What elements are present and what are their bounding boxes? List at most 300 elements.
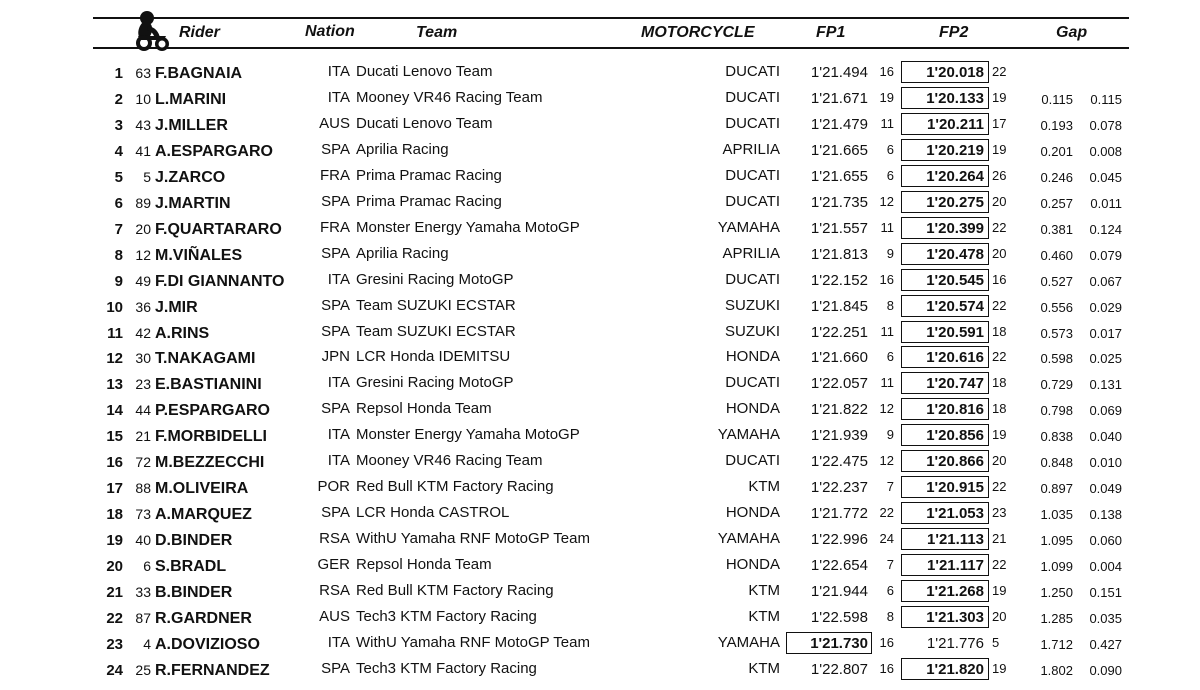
team-cell: Tech3 KTM Factory Racing <box>356 659 537 677</box>
motorcycle-cell: DUCATI <box>725 192 780 210</box>
position-cell: 4 <box>114 142 123 160</box>
interval-cell: 0.045 <box>1089 169 1122 185</box>
fp2-time-cell: 1'20.399 <box>926 219 984 237</box>
motorcycle-cell: SUZUKI <box>724 296 780 314</box>
rider-number-cell: 21 <box>135 428 151 445</box>
team-cell: Ducati Lenovo Team <box>356 114 493 132</box>
fp2-lap-cell: 22 <box>992 297 1007 313</box>
motorcycle-cell: SUZUKI <box>724 322 780 340</box>
rider-number-cell: 72 <box>135 454 151 471</box>
fp1-lap-cell: 8 <box>886 297 894 313</box>
nation-cell: FRA <box>320 218 350 236</box>
position-cell: 19 <box>106 532 123 550</box>
position-cell: 10 <box>106 298 123 316</box>
gap-cell: 0.798 <box>1040 403 1073 419</box>
team-cell: WithU Yamaha RNF MotoGP Team <box>356 530 590 548</box>
position-cell: 15 <box>106 428 123 446</box>
motorcycle-cell: KTM <box>748 659 780 677</box>
position-cell: 13 <box>106 376 123 394</box>
motorcycle-cell: YAMAHA <box>717 218 780 236</box>
rider-number-cell: 30 <box>135 350 151 367</box>
fp2-lap-cell: 20 <box>992 453 1007 469</box>
table-row <box>0 501 1200 527</box>
fp1-time-cell: 1'21.557 <box>810 219 868 237</box>
fp1-time-cell: 1'22.152 <box>810 271 868 289</box>
fp2-time-cell: 1'20.866 <box>926 453 984 471</box>
team-cell: Team SUZUKI ECSTAR <box>356 296 516 314</box>
gap-cell: 0.897 <box>1040 481 1073 497</box>
interval-cell: 0.040 <box>1089 429 1122 445</box>
fp1-time-cell: 1'21.735 <box>810 193 868 211</box>
gap-cell: 0.115 <box>1041 91 1073 107</box>
rider-name-cell: M.VIÑALES <box>155 246 243 264</box>
motorcycle-cell: DUCATI <box>725 270 780 288</box>
nation-cell: SPA <box>321 192 350 210</box>
motorcycle-cell: HONDA <box>725 556 780 574</box>
fp1-lap-cell: 12 <box>879 401 894 417</box>
fp2-lap-cell: 21 <box>992 531 1007 547</box>
header-gap: Gap <box>1056 24 1088 41</box>
table-row <box>0 242 1200 268</box>
team-cell: Red Bull KTM Factory Racing <box>356 582 554 599</box>
fp2-time-cell: 1'20.816 <box>926 401 984 419</box>
fp1-time-cell: 1'21.939 <box>810 427 868 445</box>
fp2-time-cell: 1'20.211 <box>927 115 984 133</box>
header-nation: Nation <box>305 23 355 40</box>
fp1-lap-cell: 16 <box>879 634 894 650</box>
fp1-lap-cell: 9 <box>886 427 894 443</box>
table-row <box>0 112 1200 138</box>
fp2-lap-cell: 19 <box>992 89 1007 105</box>
rider-number-cell: 41 <box>135 142 151 159</box>
fp1-lap-cell: 16 <box>879 64 894 79</box>
fp2-time-cell: 1'20.574 <box>926 297 984 315</box>
position-cell: 23 <box>106 635 123 653</box>
fp1-time-cell: 1'21.655 <box>810 167 868 185</box>
position-cell: 16 <box>106 454 123 472</box>
fp2-time-cell: 1'21.303 <box>926 608 984 626</box>
motorcycle-cell: DUCATI <box>725 63 780 80</box>
position-cell: 12 <box>106 350 123 368</box>
motorcycle-cell: APRILIA <box>722 244 780 262</box>
nation-cell: SPA <box>321 322 350 340</box>
fp2-lap-cell: 20 <box>992 608 1007 624</box>
team-cell: WithU Yamaha RNF MotoGP Team <box>356 633 590 651</box>
fp2-lap-cell: 18 <box>992 375 1007 391</box>
rider-name-cell: F.QUARTARARO <box>155 220 282 238</box>
table-row <box>0 216 1200 242</box>
rider-name-cell: S.BRADL <box>155 558 227 576</box>
interval-cell: 0.138 <box>1089 507 1122 523</box>
rider-name-cell: M.OLIVEIRA <box>155 480 249 498</box>
fp2-lap-cell: 19 <box>992 141 1007 157</box>
rider-number-cell: 5 <box>143 168 151 185</box>
rider-number-cell: 44 <box>135 402 151 419</box>
table-row <box>0 294 1200 320</box>
fp1-lap-cell: 11 <box>880 115 894 131</box>
fp2-time-cell: 1'20.133 <box>926 89 984 107</box>
gap-cell: 0.556 <box>1040 299 1073 315</box>
fp1-lap-cell: 11 <box>880 375 894 391</box>
table-row <box>0 320 1200 346</box>
rider-number-cell: 73 <box>135 506 151 523</box>
rider-name-cell: A.ESPARGARO <box>155 142 273 160</box>
nation-cell: ITA <box>327 426 350 444</box>
fp2-time-cell: 1'21.117 <box>927 557 984 575</box>
motorcycle-cell: YAMAHA <box>717 426 780 444</box>
fp2-lap-cell: 19 <box>992 660 1007 676</box>
team-cell: Aprilia Racing <box>356 140 449 158</box>
rider-number-cell: 4 <box>143 635 151 652</box>
header-top-rule <box>93 17 1129 19</box>
motorcycle-cell: KTM <box>748 582 780 599</box>
interval-cell: 0.008 <box>1089 143 1122 159</box>
fp1-time-cell: 1'22.598 <box>810 608 868 626</box>
team-cell: Ducati Lenovo Team <box>356 63 493 80</box>
motorcycle-cell: HONDA <box>725 400 780 418</box>
team-cell: Gresini Racing MotoGP <box>356 270 514 288</box>
fp2-lap-cell: 23 <box>992 505 1007 521</box>
interval-cell: 0.069 <box>1089 403 1122 419</box>
rider-name-cell: T.NAKAGAMI <box>155 350 256 368</box>
rider-number-cell: 10 <box>135 90 151 107</box>
fp1-time-cell: 1'21.772 <box>810 505 868 523</box>
motorcycle-rider-icon <box>128 6 174 52</box>
header-rider: Rider <box>179 24 220 41</box>
nation-cell: AUS <box>319 607 350 625</box>
nation-cell: AUS <box>319 114 350 132</box>
motorcycle-cell: HONDA <box>725 348 780 366</box>
team-cell: Monster Energy Yamaha MotoGP <box>356 218 580 236</box>
table-row <box>0 605 1200 631</box>
interval-cell: 0.115 <box>1090 91 1122 107</box>
gap-cell: 0.527 <box>1040 273 1073 289</box>
gap-cell: 1.099 <box>1040 559 1073 575</box>
rider-number-cell: 36 <box>135 298 151 315</box>
motorcycle-cell: HONDA <box>725 504 780 522</box>
header-motorcycle: MOTORCYCLE <box>641 24 755 41</box>
fp2-lap-cell: 18 <box>992 323 1007 339</box>
table-row <box>0 449 1200 475</box>
team-cell: Repsol Honda Team <box>356 400 492 418</box>
team-cell: Mooney VR46 Racing Team <box>356 452 543 470</box>
rider-name-cell: D.BINDER <box>155 532 233 550</box>
team-cell: LCR Honda CASTROL <box>356 504 510 522</box>
rider-name-cell: P.ESPARGARO <box>155 402 270 420</box>
gap-cell: 1.802 <box>1040 662 1073 678</box>
position-cell: 22 <box>106 609 123 627</box>
team-cell: LCR Honda IDEMITSU <box>356 348 511 366</box>
rider-number-cell: 43 <box>135 116 151 133</box>
fp2-time-cell: 1'21.776 <box>926 634 984 652</box>
nation-cell: SPA <box>321 296 350 314</box>
fp1-time-cell: 1'21.730 <box>810 634 868 652</box>
fp1-time-cell: 1'22.251 <box>810 323 868 341</box>
gap-cell: 0.246 <box>1040 169 1073 185</box>
fp1-time-cell: 1'22.475 <box>810 453 868 471</box>
fp1-lap-cell: 11 <box>880 323 894 339</box>
interval-cell: 0.090 <box>1089 662 1122 678</box>
table-row <box>0 657 1200 683</box>
motorcycle-cell: KTM <box>748 607 780 625</box>
rider-name-cell: J.ZARCO <box>155 168 226 186</box>
gap-cell: 0.381 <box>1040 221 1073 237</box>
rider-name-cell: E.BASTIANINI <box>155 376 262 394</box>
rider-name-cell: R.GARDNER <box>155 609 252 627</box>
nation-cell: ITA <box>327 63 350 80</box>
team-cell: Gresini Racing MotoGP <box>356 374 514 392</box>
interval-cell: 0.029 <box>1089 299 1122 315</box>
interval-cell: 0.427 <box>1089 636 1122 652</box>
fp2-lap-cell: 16 <box>992 271 1007 287</box>
fp1-lap-cell: 6 <box>886 583 894 598</box>
fp1-time-cell: 1'22.057 <box>810 375 868 393</box>
interval-cell: 0.124 <box>1089 221 1122 237</box>
fp1-time-cell: 1'22.654 <box>810 557 868 575</box>
nation-cell: GER <box>317 556 350 574</box>
fp1-time-cell: 1'21.494 <box>810 64 868 81</box>
rider-number-cell: 88 <box>135 480 151 497</box>
fp2-lap-cell: 22 <box>992 557 1007 573</box>
interval-cell: 0.131 <box>1089 377 1122 393</box>
rider-number-cell: 42 <box>135 324 151 341</box>
fp2-time-cell: 1'20.478 <box>926 245 984 263</box>
table-row <box>0 345 1200 371</box>
position-cell: 3 <box>114 116 123 134</box>
rider-number-cell: 6 <box>143 558 151 575</box>
rider-name-cell: A.RINS <box>155 324 210 342</box>
fp2-lap-cell: 18 <box>992 401 1007 417</box>
nation-cell: POR <box>317 478 350 496</box>
rider-name-cell: B.BINDER <box>155 584 233 601</box>
fp1-lap-cell: 19 <box>879 89 894 105</box>
position-cell: 18 <box>106 506 123 524</box>
fp2-time-cell: 1'20.616 <box>926 349 984 367</box>
table-row <box>0 631 1200 657</box>
nation-cell: SPA <box>321 400 350 418</box>
fp1-lap-cell: 8 <box>886 608 894 624</box>
motorcycle-cell: DUCATI <box>725 166 780 184</box>
fp2-time-cell: 1'21.053 <box>926 505 984 523</box>
motorcycle-cell: YAMAHA <box>717 530 780 548</box>
position-cell: 14 <box>106 402 123 420</box>
fp1-time-cell: 1'21.665 <box>810 141 868 159</box>
rider-number-cell: 12 <box>135 246 151 263</box>
rider-number-cell: 40 <box>135 532 151 549</box>
table-header <box>0 0 1200 52</box>
fp1-time-cell: 1'21.845 <box>810 297 868 315</box>
gap-cell: 1.250 <box>1040 585 1073 600</box>
fp1-lap-cell: 16 <box>879 660 894 676</box>
fp2-lap-cell: 19 <box>992 583 1007 598</box>
fp1-lap-cell: 16 <box>879 271 894 287</box>
interval-cell: 0.060 <box>1089 533 1122 549</box>
rider-name-cell: A.MARQUEZ <box>155 506 252 524</box>
fp2-time-cell: 1'20.915 <box>926 479 984 497</box>
rider-number-cell: 23 <box>135 376 151 393</box>
nation-cell: RSA <box>319 530 350 548</box>
gap-cell: 1.035 <box>1040 507 1073 523</box>
fp1-lap-cell: 12 <box>879 193 894 209</box>
fp2-lap-cell: 20 <box>992 193 1007 209</box>
rider-number-cell: 25 <box>135 661 151 678</box>
fp2-lap-cell: 22 <box>992 64 1007 79</box>
fp2-lap-cell: 22 <box>992 219 1007 235</box>
fp1-time-cell: 1'21.813 <box>810 245 868 263</box>
rider-name-cell: J.MIR <box>155 298 198 316</box>
interval-cell: 0.049 <box>1089 481 1122 497</box>
interval-cell: 0.035 <box>1089 610 1122 626</box>
nation-cell: FRA <box>320 166 350 184</box>
team-cell: Mooney VR46 Racing Team <box>356 88 543 106</box>
position-cell: 21 <box>106 584 123 601</box>
gap-cell: 0.848 <box>1040 455 1073 471</box>
gap-cell: 1.712 <box>1040 636 1073 652</box>
fp2-time-cell: 1'20.264 <box>926 167 984 185</box>
team-cell: Red Bull KTM Factory Racing <box>356 478 554 496</box>
fp1-lap-cell: 24 <box>879 531 894 547</box>
fp2-time-cell: 1'21.820 <box>926 660 984 678</box>
table-row <box>0 138 1200 164</box>
header-fp1: FP1 <box>816 24 846 41</box>
rider-name-cell: L.MARINI <box>155 90 227 108</box>
rider-name-cell: J.MILLER <box>155 116 228 134</box>
fp2-time-cell: 1'20.275 <box>926 193 984 211</box>
table-row <box>0 397 1200 423</box>
interval-cell: 0.011 <box>1090 195 1122 211</box>
gap-cell: 0.257 <box>1040 195 1073 211</box>
interval-cell: 0.079 <box>1089 247 1122 263</box>
rider-number-cell: 20 <box>135 220 151 237</box>
gap-cell: 0.573 <box>1040 325 1073 341</box>
rider-number-cell: 87 <box>135 609 151 626</box>
table-row <box>0 475 1200 501</box>
rider-name-cell: R.FERNANDEZ <box>155 661 270 679</box>
team-cell: Aprilia Racing <box>356 244 449 262</box>
fp2-lap-cell: 17 <box>992 115 1007 131</box>
gap-cell: 1.095 <box>1040 533 1073 549</box>
nation-cell: ITA <box>327 452 350 470</box>
fp1-lap-cell: 6 <box>886 141 894 157</box>
nation-cell: ITA <box>327 88 350 106</box>
fp1-time-cell: 1'21.660 <box>810 349 868 367</box>
fp1-time-cell: 1'22.237 <box>810 479 868 497</box>
position-cell: 5 <box>114 168 123 186</box>
rider-name-cell: F.BAGNAIA <box>155 65 243 82</box>
position-cell: 8 <box>114 246 123 264</box>
fp1-lap-cell: 22 <box>879 505 894 521</box>
interval-cell: 0.078 <box>1089 117 1122 133</box>
nation-cell: SPA <box>321 504 350 522</box>
interval-cell: 0.025 <box>1089 351 1122 367</box>
interval-cell: 0.010 <box>1089 455 1122 471</box>
interval-cell: 0.151 <box>1089 585 1122 600</box>
fp1-time-cell: 1'21.479 <box>810 115 868 133</box>
fp2-lap-cell: 5 <box>992 634 1000 650</box>
fp2-time-cell: 1'21.268 <box>926 583 984 600</box>
gap-cell: 0.838 <box>1040 429 1073 445</box>
fp1-lap-cell: 6 <box>886 349 894 365</box>
fp1-time-cell: 1'22.807 <box>810 660 868 678</box>
motorcycle-cell: DUCATI <box>725 374 780 392</box>
rider-number-cell: 89 <box>135 194 151 211</box>
interval-cell: 0.067 <box>1089 273 1122 289</box>
fp1-lap-cell: 7 <box>886 479 894 495</box>
fp2-time-cell: 1'21.113 <box>927 531 984 549</box>
team-cell: Monster Energy Yamaha MotoGP <box>356 426 580 444</box>
gap-cell: 0.460 <box>1040 247 1073 263</box>
team-cell: Prima Pramac Racing <box>356 166 502 184</box>
fp1-lap-cell: 12 <box>879 453 894 469</box>
table-row <box>0 86 1200 112</box>
table-row <box>0 164 1200 190</box>
fp2-time-cell: 1'20.545 <box>926 271 984 289</box>
fp1-time-cell: 1'21.671 <box>810 89 868 107</box>
table-row <box>0 268 1200 294</box>
position-cell: 17 <box>106 480 123 498</box>
fp2-lap-cell: 22 <box>992 349 1007 365</box>
header-team: Team <box>416 24 458 41</box>
fp2-lap-cell: 22 <box>992 479 1007 495</box>
motorcycle-cell: APRILIA <box>722 140 780 158</box>
rider-name-cell: F.MORBIDELLI <box>155 428 267 446</box>
table-row <box>0 579 1200 605</box>
fp1-lap-cell: 11 <box>880 219 894 235</box>
gap-cell: 0.201 <box>1040 143 1073 159</box>
fp1-time-cell: 1'21.822 <box>810 401 868 419</box>
table-row <box>0 527 1200 553</box>
nation-cell: ITA <box>327 270 350 288</box>
team-cell: Team SUZUKI ECSTAR <box>356 322 516 340</box>
rider-name-cell: F.DI GIANNANTO <box>155 272 285 290</box>
position-cell: 11 <box>107 324 123 342</box>
fp1-lap-cell: 7 <box>886 557 894 573</box>
header-fp2: FP2 <box>939 24 969 41</box>
position-cell: 2 <box>114 90 123 108</box>
table-row <box>0 60 1200 86</box>
interval-cell: 0.017 <box>1089 325 1122 341</box>
gap-cell: 0.193 <box>1040 117 1073 133</box>
fp1-time-cell: 1'21.944 <box>810 583 868 600</box>
header-bottom-rule <box>93 47 1129 49</box>
interval-cell: 0.004 <box>1089 559 1122 575</box>
position-cell: 24 <box>106 661 123 679</box>
table-row <box>0 371 1200 397</box>
fp2-time-cell: 1'20.747 <box>926 375 984 393</box>
team-cell: Repsol Honda Team <box>356 556 492 574</box>
rider-number-cell: 33 <box>135 584 151 600</box>
gap-cell: 0.729 <box>1040 377 1073 393</box>
fp2-time-cell: 1'20.591 <box>926 323 984 341</box>
fp1-time-cell: 1'22.996 <box>810 531 868 549</box>
fp2-time-cell: 1'20.856 <box>926 427 984 445</box>
rider-number-cell: 63 <box>135 65 151 81</box>
fp2-lap-cell: 19 <box>992 427 1007 443</box>
gap-cell: 1.285 <box>1040 610 1073 626</box>
motorcycle-cell: KTM <box>748 478 780 496</box>
nation-cell: SPA <box>321 659 350 677</box>
motorcycle-cell: DUCATI <box>725 114 780 132</box>
rider-name-cell: J.MARTIN <box>155 194 231 212</box>
nation-cell: ITA <box>327 374 350 392</box>
nation-cell: SPA <box>321 140 350 158</box>
position-cell: 9 <box>114 272 123 290</box>
table-row <box>0 423 1200 449</box>
nation-cell: JPN <box>321 348 350 366</box>
team-cell: Tech3 KTM Factory Racing <box>356 607 537 625</box>
nation-cell: RSA <box>319 582 350 599</box>
rider-number-cell: 49 <box>135 272 151 289</box>
